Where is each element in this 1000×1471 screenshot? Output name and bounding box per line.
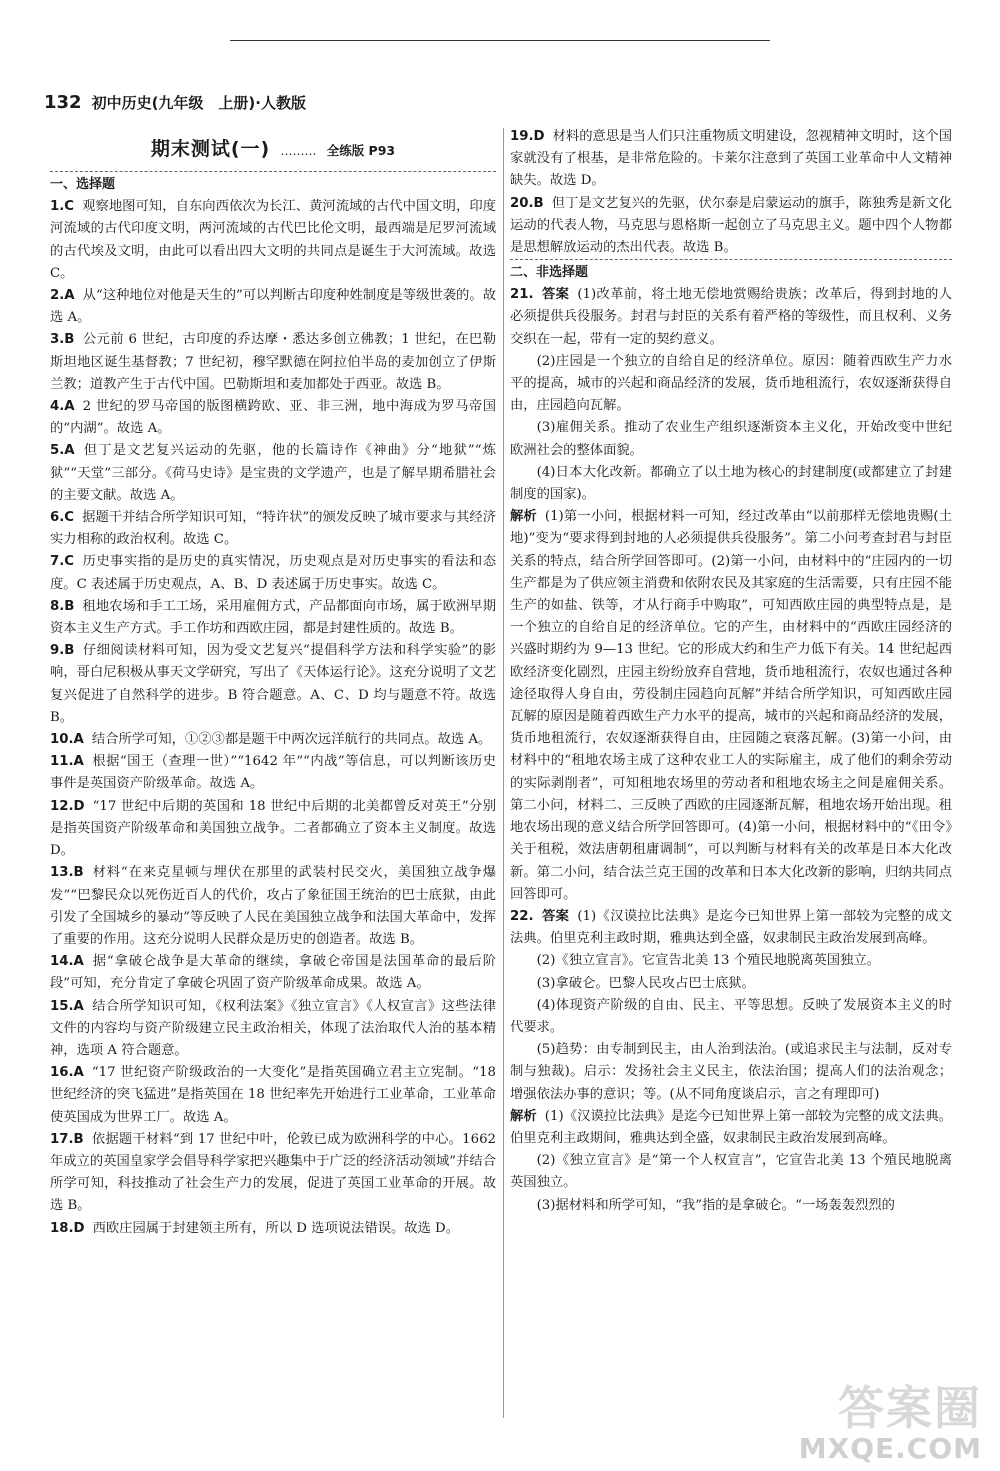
- watermark: [799, 1372, 982, 1465]
- top-rule: [230, 40, 770, 41]
- question-explanation: 观察地图可知，自东向西依次为长江、黄河流域的古代中国文明，印度河流域的古代印度文明，两河流域的古代巴比伦文明，最西端是尼罗河流域的古代埃及文明，由此可以看出四大文明的共同点是诞生于大河流域。故选 C。: [50, 199, 496, 281]
- question-explanation: 结合所学可知，①②③都是题干中两次远洋航行的共同点。故选 A。: [91, 732, 492, 748]
- question-item: [50, 729, 496, 751]
- answer-part: (4)体现资产阶级的自由、民主、平等思想。反映了发展资本主义的时代要求。: [510, 997, 952, 1035]
- question-explanation: 从“这种地位对他是天生的”可以判断古印度种姓制度是等级世袭的。故选 A。: [50, 288, 496, 326]
- analysis: [510, 506, 952, 906]
- analysis-part: (2)《独立宣言》是“第一个人权宣言”，它宣告北美 13 个殖民地脱离英国独立。: [510, 1153, 952, 1191]
- question-item: [50, 1062, 496, 1129]
- question-explanation: 西欧庄园属于封建领主所有，所以 D 选项说法错误。故选 D。: [92, 1220, 460, 1236]
- question-explanation: 2 世纪的罗马帝国的版图横跨欧、亚、非三洲，地中海成为罗马帝国的“内湖”。故选 A。: [50, 399, 496, 437]
- question-number: 11.A: [50, 754, 84, 770]
- answer-part: (4)日本大化改新。都确立了以土地为核心的封建制度(或都建立了封建制度的国家)。: [510, 464, 952, 503]
- question-explanation: 但丁是文艺复兴的先驱，伏尔泰是启蒙运动的旗手，陈独秀是新文化运动的代表人物，马克思与恩格斯一起创立了马克思主义。题中四个人物都是思想解放运动的杰出代表。故选 B。: [510, 195, 952, 256]
- analysis-label: 解析: [510, 1108, 537, 1124]
- question-item: [50, 396, 496, 440]
- question-number: 3.B: [50, 332, 75, 348]
- question-explanation: 但丁是文艺复兴运动的先驱，他的长篇诗作《神曲》分“地狱”“炼狱”“天堂”三部分。《荷马史诗》是宝贵的文学遗产，也是了解早期希腊社会的主要文献。故选 A。: [50, 443, 496, 503]
- watermark-logo: 答案圈: [838, 1381, 982, 1435]
- page-number: 132: [44, 92, 82, 113]
- question-item: [50, 1129, 496, 1218]
- question-number: 18.D: [50, 1220, 85, 1236]
- page-header: [44, 92, 306, 113]
- question-number: 8.B: [50, 598, 75, 614]
- question-number: 21.: [510, 287, 534, 303]
- section-heading-nonchoice: 二、非选择题: [510, 265, 589, 281]
- right-column: [510, 126, 952, 1217]
- question-item: [50, 507, 496, 551]
- question-item: [50, 862, 496, 951]
- question-explanation: 依据题干材料“到 17 世纪中叶，伦敦已成为欧洲科学的中心。1662 年成立的英国皇家学会倡导科学家把兴趣集中于广泛的经济活动领域”并结合所学可知，科技推动了社会生产力的发展，促进了英国工业革命的开展。故选 B。: [50, 1131, 496, 1214]
- answer-part: (5)趋势：由专制到民主，由人治到法治。(或追求民主与法制，反对专制与独裁)。启示：发扬社会主义民主，依法治国；提高人们的法治观念；增强依法办事的意识；等。(从不同角度谈启示，言之有理即可): [510, 1042, 952, 1102]
- column-divider: [503, 128, 504, 1418]
- question-21: [510, 284, 952, 351]
- question-number: 13.B: [50, 865, 84, 881]
- question-item: [50, 551, 496, 595]
- question-explanation: 材料“在来克星顿与埋伏在那里的武装村民交火，美国独立战争爆发”“巴黎民众以死伤近百人的代价，攻占了象征国王统治的巴士底狱，由此引发了全国城乡的暴动”等反映了人民在美国独立战争和法国大革命中，发挥了重要的作用。这充分说明人民群众是历史的创造者。故选 B。: [50, 865, 496, 947]
- question-item: [50, 1218, 496, 1240]
- answer-part: (3)雇佣关系。推动了农业生产组织逐渐资本主义化，开始改变中世纪欧洲社会的整体面貌。: [510, 420, 952, 458]
- question-item: [50, 796, 496, 863]
- question-number: 14.A: [50, 954, 84, 970]
- question-item: [510, 193, 952, 260]
- question-explanation: 材料的意思是当人们只注重物质文明建设，忽视精神文明时，这个国家就没有了根基，是非常危险的。卡莱尔注意到了英国工业革命中人文精神缺失。故选 D。: [510, 129, 952, 189]
- question-number: 6.C: [50, 510, 75, 526]
- question-explanation: 仔细阅读材料可知，因为受文艺复兴“提倡科学方法和科学实验”的影响，哥白尼积极从事天文学研究，写出了《天体运行论》。这充分说明了文艺复兴促进了自然科学的进步。B 符合题意。A、C、D 均与题意不符。故选 B。: [50, 643, 496, 725]
- question-item: [50, 751, 496, 795]
- book-title: 初中历史(九年级 上册)·人教版: [91, 94, 306, 112]
- answer-part: (3)拿破仑。巴黎人民攻占巴士底狱。: [536, 975, 755, 991]
- choice-question-list-continued: [510, 126, 952, 259]
- analysis-part: (3)据材料和所学可知，“我”指的是拿破仑。“一场轰轰烈烈的: [536, 1197, 895, 1213]
- analysis-text: (1)第一小问，根据材料一可知，经过改革由“以前那样无偿地贵赐(土地)”变为“要求得到封地的人必须提供兵役服务”。第二小问考查封君与封臣关系的特点，结合所学回答即可。(2)第一小问，由材料中的“庄园内的一切生产都是为了供应领主消费和依附农民及其家庭的生活需要，只有庄园不能生产的如盐、铁等，才从行商手中购取”，可知西欧庄园的典型特点是，是一个独立的自给自足的经济单位。它的产生，由材料中的“西欧庄园经济的兴盛时期约为 9—13 世纪。它的形成大约和生产力低下有关。14 世纪起西欧经济变化剧烈，庄园主纷纷放弃自营地，货币地租流行，农奴也通过各种途径取得人身自由，劳役制庄园趋向瓦解”并结合所学知识，可知西欧庄园瓦解的原因是随着西欧生产力水平的提高，城市的兴起和商品经济的发展，货币地租流行，农奴逐渐获得自由，庄园随之衰落瓦解。(3)第一小问，由材料中的“租地农场主成了这种农业工人的实际雇主，成了他们的剩余劳动的实际剥削者”，可知租地农场里的劳动者和租地农场主之间是雇佣关系。第二小问，材料二、三反映了西欧的庄园逐渐瓦解，租地农场开始出现。租地农场出现的意义结合所学回答即可。(4)第一小问，根据材料中的“《田令》关于租税，效法唐朝租庸调制”，可以判断与材料有关的改革是日本大化改新。第二小问，结合法兰克王国的改革和日本大化改新的影响，归纳共同点回答即可。: [510, 509, 953, 902]
- question-item: [50, 329, 496, 396]
- question-number: 7.C: [50, 554, 75, 570]
- question-explanation: “17 世纪中后期的英国和 18 世纪中后期的北美都曾反对英王”分别是指英国资产阶级革命和美国独立战争。二者都确立了资本主义制度。故选 D。: [50, 798, 496, 859]
- question-explanation: 据“拿破仑战争是大革命的继续，拿破仑帝国是法国革命的最后阶段”可知，充分肯定了拿破仑巩固了资产阶级革命成果。故选 A。: [50, 954, 496, 992]
- analysis: [510, 1106, 952, 1150]
- question-22: [510, 906, 952, 950]
- question-item: [50, 951, 496, 995]
- question-number: 12.D: [50, 798, 85, 814]
- answer-part: (2)《独立宣言》。它宣告北美 13 个殖民地脱离英国独立。: [536, 953, 880, 969]
- section-heading-choice: 一、选择题: [50, 177, 116, 193]
- question-explanation: 根据“国王（查理一世）”“1642 年”“内战”等信息，可以判断该历史事件是英国资产阶级革命。故选 A。: [50, 754, 496, 792]
- title-dots: ………: [280, 144, 317, 158]
- question-item: [50, 596, 496, 640]
- question-number: 16.A: [50, 1065, 84, 1081]
- edition-reference: 全练版 P93: [326, 143, 396, 158]
- question-explanation: 公元前 6 世纪，古印度的乔达摩・悉达多创立佛教；1 世纪，在巴勒斯坦地区诞生基督教；7 世纪初，穆罕默德在阿拉伯半岛的麦加创立了伊斯兰教；道教产生于古代中国。巴勒斯坦和麦加都处于西亚。故选 B。: [50, 332, 496, 392]
- section-rule: [50, 171, 496, 172]
- question-number: 5.A: [50, 443, 75, 459]
- exam-title-text: 期末测试(一): [150, 138, 271, 160]
- answer-part: (2)庄园是一个独立的自给自足的经济单位。原因：随着西欧生产力水平的提高，城市的兴起和商品经济的发展，货币地租流行，农奴逐渐获得自由，庄园趋向瓦解。: [510, 353, 952, 414]
- question-explanation: 租地农场和手工工场，采用雇佣方式，产品都面向市场，属于欧洲早期资本主义生产方式。手工作坊和西欧庄园，都是封建性质的。故选 B。: [50, 598, 496, 637]
- answer-part: (1)《汉谟拉比法典》是迄今已知世界上第一部较为完整的成文法典。伯里克利主政时期，雅典达到全盛，奴隶制民主政治发展到高峰。: [510, 908, 952, 947]
- analysis-text: (1)《汉谟拉比法典》是迄今已知世界上第一部较为完整的成文法典。伯里克利主政期间，雅典达到全盛，奴隶制民主政治发展到高峰。: [510, 1108, 953, 1146]
- question-item: [50, 196, 496, 285]
- question-number: 4.A: [50, 399, 75, 415]
- question-item: [510, 126, 952, 193]
- answer-label: 答案: [541, 908, 570, 924]
- analysis-label: 解析: [510, 509, 537, 525]
- question-explanation: “17 世纪资产阶级政治的一大变化”是指英国确立君主立宪制。“18 世纪经济的突飞猛进”是指英国在 18 世纪率先开始进行工业革命，工业革命使英国成为世界工厂。故选 A。: [50, 1065, 496, 1125]
- question-item: [50, 640, 496, 729]
- question-item: [50, 996, 496, 1063]
- question-explanation: 据题干并结合所学知识可知，“特许状”的颁发反映了城市要求与其经济实力相称的政治权利。故选 C。: [50, 510, 496, 548]
- watermark-url: MXQE.COM: [798, 1432, 982, 1465]
- choice-question-list: [50, 196, 496, 1240]
- question-number: 22.: [510, 908, 534, 924]
- question-item: [50, 440, 496, 507]
- question-explanation: 历史事实指的是历史的真实情况，历史观点是对历史事实的看法和态度。C 表述属于历史观点，A、B、D 表述属于历史事实。故选 C。: [50, 554, 496, 592]
- question-number: 17.B: [50, 1131, 84, 1147]
- section-rule: [510, 259, 952, 260]
- question-item: [50, 285, 496, 329]
- question-number: 15.A: [50, 998, 84, 1014]
- question-number: 9.B: [50, 643, 75, 659]
- question-number: 19.D: [510, 129, 545, 144]
- question-number: 10.A: [50, 732, 84, 748]
- question-explanation: 结合所学知识可知，《权利法案》《独立宣言》《人权宣言》这些法律文件的内容均与资产阶级建立民主政治相关，体现了法治取代人治的基本精神，选项 A 符合题意。: [50, 998, 496, 1058]
- answer-part: (1)改革前，将土地无偿地赏赐给贵族；改革后，得到封地的人必须提供兵役服务。封君与封臣的关系有着严格的等级性，而且权利、义务交织在一起，带有一定的契约意义。: [510, 287, 952, 347]
- exam-title: [50, 138, 496, 163]
- question-number: 2.A: [50, 288, 75, 304]
- question-number: 20.B: [510, 195, 544, 211]
- left-column: [50, 132, 496, 1240]
- answer-label: 答案: [541, 287, 570, 303]
- question-number: 1.C: [50, 199, 75, 215]
